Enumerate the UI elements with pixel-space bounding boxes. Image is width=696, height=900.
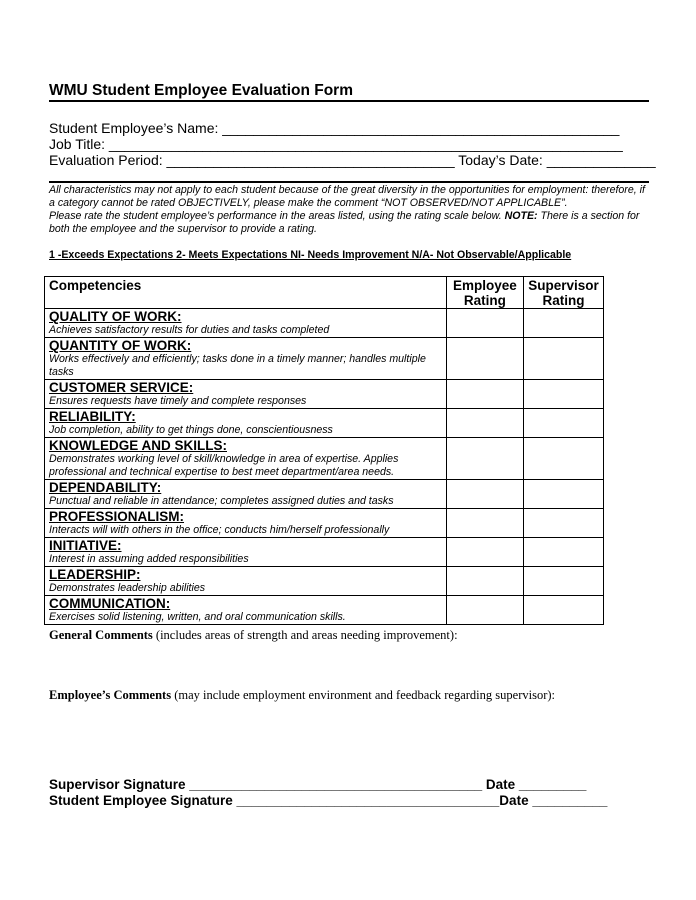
employee-rating-cell[interactable] (446, 480, 523, 509)
supervisor-rating-cell[interactable] (524, 538, 604, 567)
employee-comments-text: (may include employment environment and feedback regarding supervisor): (171, 688, 555, 702)
instructions-text-2: There is a section for both the employee and the supervisor to provide a rating. (49, 210, 640, 235)
section-divider (49, 181, 649, 183)
general-comments (49, 628, 458, 643)
student-name-field[interactable]: Student Employee’s Name: ___________________________________________________ (49, 120, 620, 136)
rating-scale: 1 -Exceeds Expectations 2- Meets Expectations NI- Needs Improvement N/A- Not Observable/Applicable (49, 249, 572, 261)
supervisor-rating-cell[interactable] (524, 309, 604, 338)
competencies-header: Competencies (45, 277, 447, 309)
supervisor-rating-cell[interactable] (524, 480, 604, 509)
job-title-field[interactable]: Job Title: __________________________________________________________________ (49, 136, 623, 152)
note-label: NOTE: (504, 210, 538, 222)
competency-cell (45, 409, 447, 438)
form-title: WMU Student Employee Evaluation Form (49, 82, 353, 99)
competency-title: QUANTITY OF WORK: (49, 338, 192, 353)
competency-title: KNOWLEDGE AND SKILLS: (49, 438, 227, 453)
competency-cell (45, 380, 447, 409)
competency-cell (45, 438, 447, 480)
competency-cell (45, 309, 447, 338)
supervisor-rating-header: Supervisor Rating (524, 277, 604, 309)
competency-description: Demonstrates leadership abilities (49, 582, 206, 594)
instructions (49, 184, 649, 236)
general-comments-label: General Comments (49, 628, 153, 642)
competency-title: COMMUNICATION: (49, 596, 171, 611)
employee-comments-label: Employee’s Comments (49, 688, 172, 702)
competency-cell (45, 480, 447, 509)
competency-description: Job completion, ability to get things done, conscientiousness (49, 424, 333, 436)
table-row (45, 596, 604, 625)
employee-rating-cell[interactable] (446, 380, 523, 409)
supervisor-signature-line[interactable]: Supervisor Signature _______________________________________ Date _________ (49, 777, 587, 792)
competency-title: QUALITY OF WORK: (49, 309, 182, 324)
supervisor-rating-cell[interactable] (524, 380, 604, 409)
table-row (45, 309, 604, 338)
competency-title: CUSTOMER SERVICE: (49, 380, 194, 395)
competency-description: Interacts will with others in the office; conducts him/herself professionally (49, 524, 390, 536)
competency-title: PROFESSIONALISM: (49, 509, 185, 524)
competencies-table (44, 276, 604, 625)
competency-title: DEPENDABILITY: (49, 480, 162, 495)
competency-title: RELIABILITY: (49, 409, 136, 424)
employee-rating-cell[interactable] (446, 596, 523, 625)
supervisor-rating-cell[interactable] (524, 567, 604, 596)
competency-cell (45, 338, 447, 380)
competency-cell (45, 596, 447, 625)
employee-rating-cell[interactable] (446, 538, 523, 567)
supervisor-rating-cell[interactable] (524, 438, 604, 480)
employee-rating-cell[interactable] (446, 338, 523, 380)
general-comments-text: (includes areas of strength and areas needing improvement): (152, 628, 458, 642)
competency-cell (45, 509, 447, 538)
table-row (45, 509, 604, 538)
supervisor-rating-cell[interactable] (524, 596, 604, 625)
table-row (45, 380, 604, 409)
table-row (45, 480, 604, 509)
supervisor-rating-cell[interactable] (524, 509, 604, 538)
competency-description: Ensures requests have timely and complete responses (49, 395, 307, 407)
competency-title: INITIATIVE: (49, 538, 122, 553)
table-row (45, 409, 604, 438)
instructions-text: Please rate the student employee’s performance in the areas listed, using the rating scale below. (49, 210, 505, 222)
evaluation-period-field[interactable]: Evaluation Period: _____________________________________ Today’s Date: ______________ (49, 152, 656, 168)
employee-rating-cell[interactable] (446, 438, 523, 480)
competency-title: LEADERSHIP: (49, 567, 141, 582)
competency-description: Punctual and reliable in attendance; completes assigned duties and tasks (49, 495, 394, 507)
competency-cell (45, 567, 447, 596)
student-signature-line[interactable]: Student Employee Signature ___________________________________Date __________ (49, 793, 608, 808)
competency-description: Works effectively and efficiently; tasks done in a timely manner; handles multiple tasks (49, 353, 426, 378)
table-row (45, 538, 604, 567)
table-row (45, 438, 604, 480)
competency-cell (45, 538, 447, 567)
table-row (45, 338, 604, 380)
instructions-paragraph-2 (49, 210, 649, 236)
supervisor-rating-cell[interactable] (524, 338, 604, 380)
competency-description: Demonstrates working level of skill/knowledge in area of expertise. Applies professional and technical expertise to best meet department/area needs. (49, 453, 399, 478)
employee-rating-cell[interactable] (446, 309, 523, 338)
instructions-paragraph-1: All characteristics may not apply to each student because of the great diversity in the opportunities for employment: therefore, if a category cannot be rated OBJECTIVELY, please make the comment “NOT OBSERVED/NOT APPLICABLE”. (49, 184, 645, 209)
employee-rating-cell[interactable] (446, 509, 523, 538)
competency-description: Achieves satisfactory results for duties and tasks completed (49, 324, 330, 336)
competency-description: Exercises solid listening, written, and oral communication skills. (49, 611, 346, 623)
employee-rating-cell[interactable] (446, 409, 523, 438)
supervisor-rating-cell[interactable] (524, 409, 604, 438)
competency-description: Interest in assuming added responsibilities (49, 553, 249, 565)
table-row (45, 567, 604, 596)
title-divider (49, 100, 649, 102)
employee-rating-cell[interactable] (446, 567, 523, 596)
employee-rating-header: Employee Rating (446, 277, 523, 309)
table-header-row (45, 277, 604, 309)
employee-comments (49, 688, 555, 703)
